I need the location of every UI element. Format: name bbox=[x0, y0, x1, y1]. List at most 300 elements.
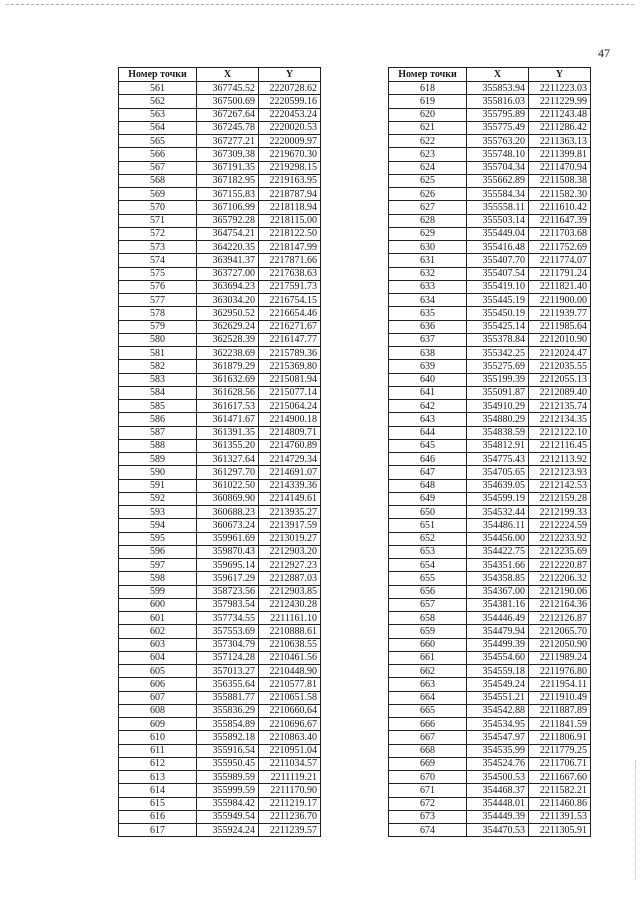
point-number-cell: 613 bbox=[119, 771, 197, 784]
table-row bbox=[119, 254, 321, 267]
point-number-cell: 600 bbox=[119, 598, 197, 611]
table-row bbox=[389, 373, 591, 386]
x-coordinate-cell: 354446.49 bbox=[467, 612, 529, 625]
x-coordinate-cell: 357734.55 bbox=[197, 612, 259, 625]
x-coordinate-cell: 357983.54 bbox=[197, 598, 259, 611]
x-coordinate-cell: 362528.39 bbox=[197, 333, 259, 346]
y-coordinate-cell: 2214729.34 bbox=[259, 453, 321, 466]
point-number-cell: 639 bbox=[389, 360, 467, 373]
point-number-cell: 664 bbox=[389, 691, 467, 704]
point-number-cell: 581 bbox=[119, 347, 197, 360]
x-coordinate-cell: 355999.59 bbox=[197, 784, 259, 797]
table-row bbox=[119, 108, 321, 121]
x-coordinate-cell: 355984.42 bbox=[197, 797, 259, 810]
table-row bbox=[389, 638, 591, 651]
y-coordinate-cell: 2211219.17 bbox=[259, 797, 321, 810]
y-coordinate-cell: 2211806.91 bbox=[529, 731, 591, 744]
point-number-cell: 596 bbox=[119, 545, 197, 558]
x-coordinate-cell: 354838.59 bbox=[467, 426, 529, 439]
y-coordinate-cell: 2214691.07 bbox=[259, 466, 321, 479]
x-coordinate-cell: 355763.20 bbox=[467, 135, 529, 148]
x-coordinate-cell: 354532.44 bbox=[467, 506, 529, 519]
point-number-cell: 599 bbox=[119, 585, 197, 598]
y-coordinate-cell: 2216271.67 bbox=[259, 320, 321, 333]
point-number-cell: 614 bbox=[119, 784, 197, 797]
y-coordinate-cell: 2211470.94 bbox=[529, 161, 591, 174]
x-coordinate-cell: 355704.34 bbox=[467, 161, 529, 174]
table-row bbox=[389, 174, 591, 187]
point-number-cell: 650 bbox=[389, 506, 467, 519]
table-row bbox=[119, 638, 321, 651]
point-number-cell: 561 bbox=[119, 82, 197, 95]
point-number-cell: 655 bbox=[389, 572, 467, 585]
point-number-cell: 626 bbox=[389, 188, 467, 201]
y-coordinate-cell: 2211647.39 bbox=[529, 214, 591, 227]
y-coordinate-cell: 2211229.99 bbox=[529, 95, 591, 108]
x-coordinate-cell: 367155.83 bbox=[197, 188, 259, 201]
y-coordinate-cell: 2216654.46 bbox=[259, 307, 321, 320]
table-row bbox=[389, 678, 591, 691]
table-row bbox=[389, 294, 591, 307]
table-row bbox=[389, 121, 591, 134]
x-coordinate-cell: 367245.78 bbox=[197, 121, 259, 134]
header-point-number: Номер точки bbox=[389, 68, 467, 82]
x-coordinate-cell: 361879.29 bbox=[197, 360, 259, 373]
y-coordinate-cell: 2212065.70 bbox=[529, 625, 591, 638]
x-coordinate-cell: 354554.60 bbox=[467, 651, 529, 664]
point-number-cell: 568 bbox=[119, 174, 197, 187]
point-number-cell: 590 bbox=[119, 466, 197, 479]
y-coordinate-cell: 2215077.14 bbox=[259, 386, 321, 399]
point-number-cell: 647 bbox=[389, 466, 467, 479]
point-number-cell: 585 bbox=[119, 400, 197, 413]
y-coordinate-cell: 2213935.27 bbox=[259, 506, 321, 519]
y-coordinate-cell: 2214809.71 bbox=[259, 426, 321, 439]
x-coordinate-cell: 354535.99 bbox=[467, 744, 529, 757]
y-coordinate-cell: 2212123.93 bbox=[529, 466, 591, 479]
y-coordinate-cell: 2212903.20 bbox=[259, 545, 321, 558]
x-coordinate-cell: 360688.23 bbox=[197, 506, 259, 519]
x-coordinate-cell: 364754.21 bbox=[197, 227, 259, 240]
table-row bbox=[389, 665, 591, 678]
table-row bbox=[389, 108, 591, 121]
table-row bbox=[119, 333, 321, 346]
table-row bbox=[119, 294, 321, 307]
x-coordinate-cell: 367500.69 bbox=[197, 95, 259, 108]
y-coordinate-cell: 2212235.69 bbox=[529, 545, 591, 558]
table-row bbox=[119, 161, 321, 174]
table-row bbox=[389, 718, 591, 731]
y-coordinate-cell: 2220728.62 bbox=[259, 82, 321, 95]
table-row bbox=[119, 241, 321, 254]
y-coordinate-cell: 2216754.15 bbox=[259, 294, 321, 307]
y-coordinate-cell: 2210651.58 bbox=[259, 691, 321, 704]
x-coordinate-cell: 355892.18 bbox=[197, 731, 259, 744]
point-number-cell: 636 bbox=[389, 320, 467, 333]
x-coordinate-cell: 354479.94 bbox=[467, 625, 529, 638]
point-number-cell: 640 bbox=[389, 373, 467, 386]
table-row bbox=[119, 307, 321, 320]
y-coordinate-cell: 2212010.90 bbox=[529, 333, 591, 346]
x-coordinate-cell: 357553.69 bbox=[197, 625, 259, 638]
point-number-cell: 618 bbox=[389, 82, 467, 95]
y-coordinate-cell: 2210461.56 bbox=[259, 651, 321, 664]
y-coordinate-cell: 2211954.11 bbox=[529, 678, 591, 691]
x-coordinate-cell: 364220.35 bbox=[197, 241, 259, 254]
table-row bbox=[389, 532, 591, 545]
x-coordinate-cell: 355378.84 bbox=[467, 333, 529, 346]
y-coordinate-cell: 2211305.91 bbox=[529, 824, 591, 837]
y-coordinate-cell: 2212113.92 bbox=[529, 453, 591, 466]
x-coordinate-cell: 355503.14 bbox=[467, 214, 529, 227]
table-row bbox=[119, 810, 321, 823]
point-number-cell: 657 bbox=[389, 598, 467, 611]
y-coordinate-cell: 2218115.00 bbox=[259, 214, 321, 227]
x-coordinate-cell: 361355.20 bbox=[197, 439, 259, 452]
y-coordinate-cell: 2212142.53 bbox=[529, 479, 591, 492]
x-coordinate-cell: 354351.66 bbox=[467, 559, 529, 572]
point-number-cell: 643 bbox=[389, 413, 467, 426]
table-row bbox=[119, 797, 321, 810]
point-number-cell: 597 bbox=[119, 559, 197, 572]
x-coordinate-cell: 367267.64 bbox=[197, 108, 259, 121]
x-coordinate-cell: 355584.34 bbox=[467, 188, 529, 201]
point-number-cell: 616 bbox=[119, 810, 197, 823]
x-coordinate-cell: 354534.95 bbox=[467, 718, 529, 731]
x-coordinate-cell: 356355.64 bbox=[197, 678, 259, 691]
table-row bbox=[119, 347, 321, 360]
x-coordinate-cell: 354559.18 bbox=[467, 665, 529, 678]
x-coordinate-cell: 354812.91 bbox=[467, 439, 529, 452]
table-row bbox=[389, 188, 591, 201]
table-row bbox=[119, 373, 321, 386]
y-coordinate-cell: 2212050.90 bbox=[529, 638, 591, 651]
table-row bbox=[389, 400, 591, 413]
y-coordinate-cell: 2214760.89 bbox=[259, 439, 321, 452]
point-number-cell: 586 bbox=[119, 413, 197, 426]
table-row bbox=[389, 267, 591, 280]
table-row bbox=[119, 174, 321, 187]
x-coordinate-cell: 355425.14 bbox=[467, 320, 529, 333]
x-coordinate-cell: 355854.89 bbox=[197, 718, 259, 731]
point-number-cell: 620 bbox=[389, 108, 467, 121]
x-coordinate-cell: 361022.50 bbox=[197, 479, 259, 492]
table-row bbox=[119, 651, 321, 664]
point-number-cell: 584 bbox=[119, 386, 197, 399]
table-row bbox=[119, 466, 321, 479]
x-coordinate-cell: 355950.45 bbox=[197, 757, 259, 770]
table-row bbox=[119, 413, 321, 426]
x-coordinate-cell: 355775.49 bbox=[467, 121, 529, 134]
point-number-cell: 615 bbox=[119, 797, 197, 810]
y-coordinate-cell: 2220009.97 bbox=[259, 135, 321, 148]
x-coordinate-cell: 354524.76 bbox=[467, 757, 529, 770]
table-row bbox=[119, 227, 321, 240]
point-number-cell: 635 bbox=[389, 307, 467, 320]
header-x: X bbox=[197, 68, 259, 82]
y-coordinate-cell: 2211976.80 bbox=[529, 665, 591, 678]
y-coordinate-cell: 2211703.68 bbox=[529, 227, 591, 240]
x-coordinate-cell: 355558.11 bbox=[467, 201, 529, 214]
table-row bbox=[119, 320, 321, 333]
y-coordinate-cell: 2212430.28 bbox=[259, 598, 321, 611]
y-coordinate-cell: 2212116.45 bbox=[529, 439, 591, 452]
x-coordinate-cell: 357013.27 bbox=[197, 665, 259, 678]
table-row bbox=[389, 519, 591, 532]
y-coordinate-cell: 2212233.92 bbox=[529, 532, 591, 545]
table-row bbox=[389, 227, 591, 240]
table-row bbox=[389, 161, 591, 174]
table-row bbox=[119, 188, 321, 201]
point-number-cell: 582 bbox=[119, 360, 197, 373]
point-number-cell: 661 bbox=[389, 651, 467, 664]
point-number-cell: 652 bbox=[389, 532, 467, 545]
table-row bbox=[389, 280, 591, 293]
point-number-cell: 580 bbox=[119, 333, 197, 346]
x-coordinate-cell: 367745.52 bbox=[197, 82, 259, 95]
y-coordinate-cell: 2211910.49 bbox=[529, 691, 591, 704]
x-coordinate-cell: 361632.69 bbox=[197, 373, 259, 386]
y-coordinate-cell: 2211667.60 bbox=[529, 771, 591, 784]
point-number-cell: 648 bbox=[389, 479, 467, 492]
table-row bbox=[119, 731, 321, 744]
x-coordinate-cell: 355949.54 bbox=[197, 810, 259, 823]
y-coordinate-cell: 2211774.07 bbox=[529, 254, 591, 267]
x-coordinate-cell: 355916.54 bbox=[197, 744, 259, 757]
y-coordinate-cell: 2218787.94 bbox=[259, 188, 321, 201]
point-number-cell: 570 bbox=[119, 201, 197, 214]
y-coordinate-cell: 2217638.63 bbox=[259, 267, 321, 280]
y-coordinate-cell: 2213917.59 bbox=[259, 519, 321, 532]
table-row bbox=[389, 757, 591, 770]
point-number-cell: 673 bbox=[389, 810, 467, 823]
point-number-cell: 605 bbox=[119, 665, 197, 678]
y-coordinate-cell: 2211399.81 bbox=[529, 148, 591, 161]
y-coordinate-cell: 2210638.55 bbox=[259, 638, 321, 651]
x-coordinate-cell: 362950.52 bbox=[197, 307, 259, 320]
x-coordinate-cell: 354381.16 bbox=[467, 598, 529, 611]
y-coordinate-cell: 2218118.94 bbox=[259, 201, 321, 214]
point-number-cell: 625 bbox=[389, 174, 467, 187]
point-number-cell: 659 bbox=[389, 625, 467, 638]
y-coordinate-cell: 2217871.66 bbox=[259, 254, 321, 267]
table-row bbox=[389, 148, 591, 161]
x-coordinate-cell: 355416.48 bbox=[467, 241, 529, 254]
y-coordinate-cell: 2220020.53 bbox=[259, 121, 321, 134]
point-number-cell: 608 bbox=[119, 704, 197, 717]
x-coordinate-cell: 360869.90 bbox=[197, 492, 259, 505]
point-number-cell: 674 bbox=[389, 824, 467, 837]
x-coordinate-cell: 354910.29 bbox=[467, 400, 529, 413]
table-row bbox=[119, 121, 321, 134]
x-coordinate-cell: 355199.39 bbox=[467, 373, 529, 386]
y-coordinate-cell: 2218147.99 bbox=[259, 241, 321, 254]
table-row bbox=[389, 479, 591, 492]
y-coordinate-cell: 2211161.10 bbox=[259, 612, 321, 625]
table-row bbox=[389, 731, 591, 744]
y-coordinate-cell: 2210888.61 bbox=[259, 625, 321, 638]
table-row bbox=[389, 426, 591, 439]
scan-edge-marks bbox=[633, 760, 636, 880]
y-coordinate-cell: 2212903.85 bbox=[259, 585, 321, 598]
table-row bbox=[119, 95, 321, 108]
point-number-cell: 621 bbox=[389, 121, 467, 134]
table-row bbox=[389, 506, 591, 519]
table-row bbox=[119, 625, 321, 638]
x-coordinate-cell: 355275.69 bbox=[467, 360, 529, 373]
table-row bbox=[389, 386, 591, 399]
y-coordinate-cell: 2211582.30 bbox=[529, 188, 591, 201]
table-row bbox=[389, 810, 591, 823]
x-coordinate-cell: 355407.54 bbox=[467, 267, 529, 280]
point-number-cell: 604 bbox=[119, 651, 197, 664]
table-row bbox=[389, 413, 591, 426]
table-row bbox=[389, 598, 591, 611]
x-coordinate-cell: 355407.70 bbox=[467, 254, 529, 267]
point-number-cell: 591 bbox=[119, 479, 197, 492]
table-row bbox=[119, 148, 321, 161]
point-number-cell: 634 bbox=[389, 294, 467, 307]
table-row bbox=[389, 347, 591, 360]
table-row bbox=[389, 214, 591, 227]
y-coordinate-cell: 2213019.27 bbox=[259, 532, 321, 545]
table-row bbox=[389, 254, 591, 267]
y-coordinate-cell: 2211119.21 bbox=[259, 771, 321, 784]
x-coordinate-cell: 363694.23 bbox=[197, 280, 259, 293]
y-coordinate-cell: 2210577.81 bbox=[259, 678, 321, 691]
table-row bbox=[389, 545, 591, 558]
table-row bbox=[119, 201, 321, 214]
point-number-cell: 577 bbox=[119, 294, 197, 307]
table-row bbox=[119, 479, 321, 492]
x-coordinate-cell: 354551.21 bbox=[467, 691, 529, 704]
x-coordinate-cell: 367182.95 bbox=[197, 174, 259, 187]
point-number-cell: 658 bbox=[389, 612, 467, 625]
table-row bbox=[119, 784, 321, 797]
x-coordinate-cell: 363727.00 bbox=[197, 267, 259, 280]
y-coordinate-cell: 2211841.59 bbox=[529, 718, 591, 731]
table-row bbox=[119, 532, 321, 545]
table-row bbox=[389, 135, 591, 148]
point-number-cell: 660 bbox=[389, 638, 467, 651]
y-coordinate-cell: 2220453.24 bbox=[259, 108, 321, 121]
x-coordinate-cell: 355924.24 bbox=[197, 824, 259, 837]
x-coordinate-cell: 367309.38 bbox=[197, 148, 259, 161]
table-row bbox=[119, 439, 321, 452]
x-coordinate-cell: 363941.37 bbox=[197, 254, 259, 267]
point-number-cell: 663 bbox=[389, 678, 467, 691]
point-number-cell: 588 bbox=[119, 439, 197, 452]
table-row bbox=[119, 598, 321, 611]
table-row bbox=[119, 704, 321, 717]
point-number-cell: 672 bbox=[389, 797, 467, 810]
point-number-cell: 569 bbox=[119, 188, 197, 201]
y-coordinate-cell: 2211939.77 bbox=[529, 307, 591, 320]
x-coordinate-cell: 367191.35 bbox=[197, 161, 259, 174]
y-coordinate-cell: 2212159.28 bbox=[529, 492, 591, 505]
x-coordinate-cell: 354705.65 bbox=[467, 466, 529, 479]
table-row bbox=[119, 824, 321, 837]
x-coordinate-cell: 359961.69 bbox=[197, 532, 259, 545]
point-number-cell: 665 bbox=[389, 704, 467, 717]
table-row bbox=[389, 559, 591, 572]
y-coordinate-cell: 2219163.95 bbox=[259, 174, 321, 187]
point-number-cell: 607 bbox=[119, 691, 197, 704]
y-coordinate-cell: 2220599.16 bbox=[259, 95, 321, 108]
table-row bbox=[389, 307, 591, 320]
x-coordinate-cell: 354500.53 bbox=[467, 771, 529, 784]
x-coordinate-cell: 354549.24 bbox=[467, 678, 529, 691]
x-coordinate-cell: 355836.29 bbox=[197, 704, 259, 717]
x-coordinate-cell: 359870.43 bbox=[197, 545, 259, 558]
table-row bbox=[389, 585, 591, 598]
y-coordinate-cell: 2217591.73 bbox=[259, 280, 321, 293]
point-number-cell: 646 bbox=[389, 453, 467, 466]
x-coordinate-cell: 359617.29 bbox=[197, 572, 259, 585]
table-row bbox=[389, 704, 591, 717]
y-coordinate-cell: 2210448.90 bbox=[259, 665, 321, 678]
y-coordinate-cell: 2211363.13 bbox=[529, 135, 591, 148]
y-coordinate-cell: 2211508.38 bbox=[529, 174, 591, 187]
point-number-cell: 571 bbox=[119, 214, 197, 227]
x-coordinate-cell: 354499.39 bbox=[467, 638, 529, 651]
table-row bbox=[119, 757, 321, 770]
x-coordinate-cell: 361471.67 bbox=[197, 413, 259, 426]
point-number-cell: 598 bbox=[119, 572, 197, 585]
x-coordinate-cell: 359695.14 bbox=[197, 559, 259, 572]
table-row bbox=[119, 280, 321, 293]
point-number-cell: 592 bbox=[119, 492, 197, 505]
table-row bbox=[389, 784, 591, 797]
y-coordinate-cell: 2211900.00 bbox=[529, 294, 591, 307]
table-row bbox=[389, 771, 591, 784]
y-coordinate-cell: 2212887.03 bbox=[259, 572, 321, 585]
point-number-cell: 603 bbox=[119, 638, 197, 651]
point-number-cell: 622 bbox=[389, 135, 467, 148]
point-number-cell: 662 bbox=[389, 665, 467, 678]
x-coordinate-cell: 357304.79 bbox=[197, 638, 259, 651]
x-coordinate-cell: 355853.94 bbox=[467, 82, 529, 95]
point-number-cell: 606 bbox=[119, 678, 197, 691]
y-coordinate-cell: 2211985.64 bbox=[529, 320, 591, 333]
page-number: 47 bbox=[598, 46, 610, 60]
table-row bbox=[389, 439, 591, 452]
x-coordinate-cell: 354468.37 bbox=[467, 784, 529, 797]
x-coordinate-cell: 357124.28 bbox=[197, 651, 259, 664]
table-row bbox=[119, 360, 321, 373]
y-coordinate-cell: 2211243.48 bbox=[529, 108, 591, 121]
table-row bbox=[389, 466, 591, 479]
table-row bbox=[119, 612, 321, 625]
y-coordinate-cell: 2211752.69 bbox=[529, 241, 591, 254]
point-number-cell: 594 bbox=[119, 519, 197, 532]
y-coordinate-cell: 2219670.30 bbox=[259, 148, 321, 161]
table-row bbox=[119, 665, 321, 678]
point-number-cell: 638 bbox=[389, 347, 467, 360]
table-row bbox=[119, 545, 321, 558]
coordinates-table-left bbox=[118, 67, 321, 837]
x-coordinate-cell: 365792.28 bbox=[197, 214, 259, 227]
point-number-cell: 627 bbox=[389, 201, 467, 214]
x-coordinate-cell: 354542.88 bbox=[467, 704, 529, 717]
y-coordinate-cell: 2211706.71 bbox=[529, 757, 591, 770]
table-row bbox=[389, 651, 591, 664]
point-number-cell: 630 bbox=[389, 241, 467, 254]
point-number-cell: 612 bbox=[119, 757, 197, 770]
point-number-cell: 575 bbox=[119, 267, 197, 280]
coordinates-table-right bbox=[388, 67, 591, 837]
x-coordinate-cell: 355445.19 bbox=[467, 294, 529, 307]
